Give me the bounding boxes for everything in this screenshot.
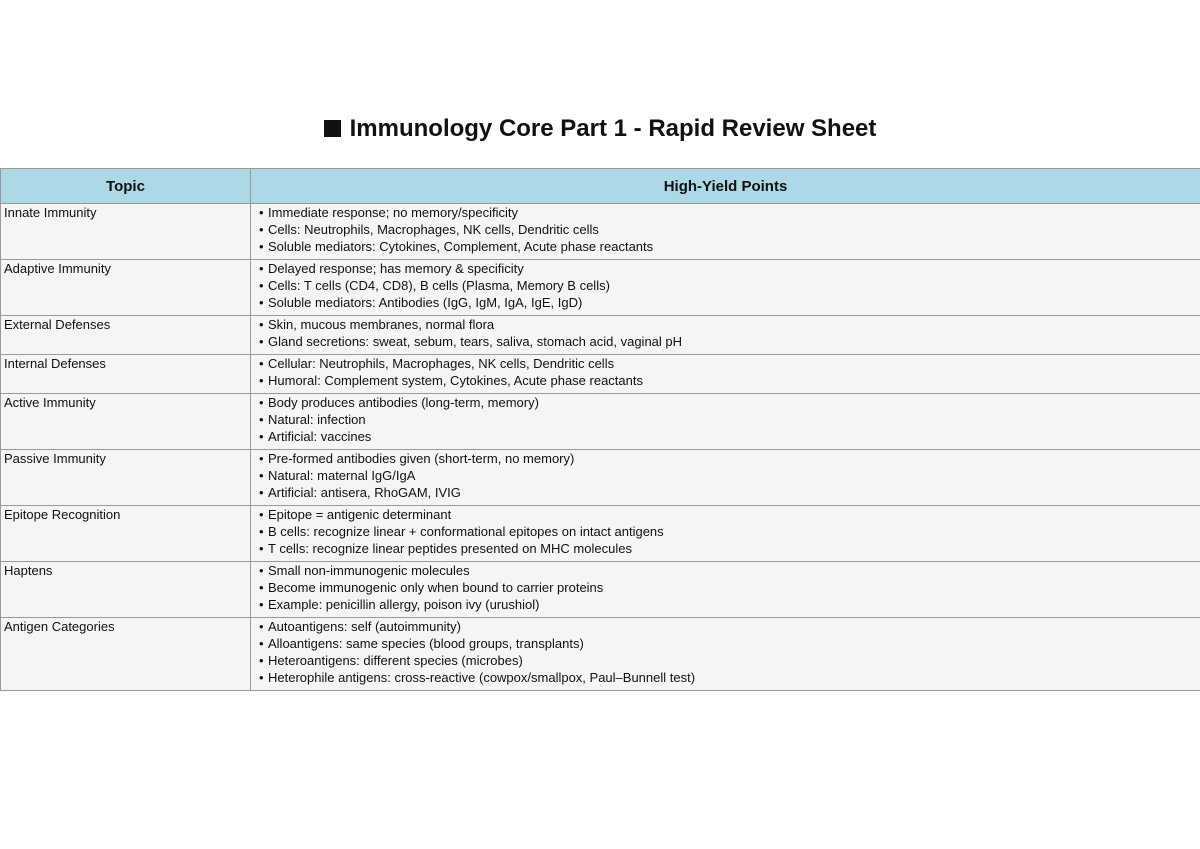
points-cell xyxy=(251,204,1200,260)
points-cell xyxy=(251,355,1200,394)
topic-cell: Innate Immunity xyxy=(1,204,251,260)
bullet-text: Small non-immunogenic molecules xyxy=(268,563,470,578)
bullet-point xyxy=(259,579,1196,596)
bullet-point xyxy=(259,562,1196,579)
bullet-text: Cells: Neutrophils, Macrophages, NK cells, Dendritic cells xyxy=(268,222,599,237)
bullet-text: Pre-formed antibodies given (short-term, no memory) xyxy=(268,451,575,466)
bullet-text: Heterophile antigens: cross-reactive (cowpox/smallpox, Paul–Bunnell test) xyxy=(268,670,696,685)
table-row xyxy=(1,506,1200,562)
bullet-text: Alloantigens: same species (blood groups, transplants) xyxy=(268,636,584,651)
table-row xyxy=(1,355,1200,394)
bullet-point xyxy=(259,669,1196,686)
table-row xyxy=(1,562,1200,618)
table-row xyxy=(1,394,1200,450)
header-topic: Topic xyxy=(1,169,251,204)
table-row xyxy=(1,618,1200,691)
points-cell xyxy=(251,316,1200,355)
review-table xyxy=(0,168,1200,691)
bullet-icon: • xyxy=(259,429,264,444)
bullet-point xyxy=(259,204,1196,221)
bullet-text: Artificial: antisera, RhoGAM, IVIG xyxy=(268,485,461,500)
topic-cell: Haptens xyxy=(1,562,251,618)
bullet-point xyxy=(259,394,1196,411)
bullet-icon: • xyxy=(259,619,264,634)
points-cell xyxy=(251,450,1200,506)
bullet-icon: • xyxy=(259,653,264,668)
bullet-point xyxy=(259,596,1196,613)
bullet-text: Natural: maternal IgG/IgA xyxy=(268,468,416,483)
topic-cell: Antigen Categories xyxy=(1,618,251,691)
bullet-text: Natural: infection xyxy=(268,412,366,427)
bullet-text: Soluble mediators: Antibodies (IgG, IgM, IgA, IgE, IgD) xyxy=(268,295,583,310)
bullet-point xyxy=(259,294,1196,311)
bullet-point xyxy=(259,316,1196,333)
bullet-icon: • xyxy=(259,451,264,466)
bullet-icon: • xyxy=(259,468,264,483)
bullet-point xyxy=(259,467,1196,484)
bullet-point xyxy=(259,484,1196,501)
table-row xyxy=(1,204,1200,260)
bullet-point xyxy=(259,277,1196,294)
bullet-icon: • xyxy=(259,507,264,522)
points-cell xyxy=(251,260,1200,316)
header-high-yield-points: High-Yield Points xyxy=(251,169,1200,204)
bullet-text: Epitope = antigenic determinant xyxy=(268,507,452,522)
table-row xyxy=(1,316,1200,355)
points-cell xyxy=(251,618,1200,691)
table-row xyxy=(1,450,1200,506)
topic-cell: Epitope Recognition xyxy=(1,506,251,562)
bullet-point xyxy=(259,333,1196,350)
table-body xyxy=(1,204,1200,691)
bullet-point xyxy=(259,450,1196,467)
bullet-point xyxy=(259,411,1196,428)
bullet-point xyxy=(259,506,1196,523)
page-title xyxy=(0,113,1200,145)
bullet-icon: • xyxy=(259,373,264,388)
topic-cell: Active Immunity xyxy=(1,394,251,450)
bullet-point xyxy=(259,635,1196,652)
bullet-icon: • xyxy=(259,356,264,371)
bullet-point xyxy=(259,428,1196,445)
bullet-text: Gland secretions: sweat, sebum, tears, saliva, stomach acid, vaginal pH xyxy=(268,334,683,349)
page-title-text: Immunology Core Part 1 - Rapid Review Sheet xyxy=(349,115,877,142)
bullet-icon: • xyxy=(259,485,264,500)
table-row xyxy=(1,260,1200,316)
bullet-text: Humoral: Complement system, Cytokines, Acute phase reactants xyxy=(268,373,643,388)
bullet-text: Cells: T cells (CD4, CD8), B cells (Plasma, Memory B cells) xyxy=(268,278,610,293)
bullet-point xyxy=(259,523,1196,540)
bullet-text: Artificial: vaccines xyxy=(268,429,372,444)
table-header-row xyxy=(1,169,1200,204)
bullet-point xyxy=(259,618,1196,635)
bullet-icon: • xyxy=(259,541,264,556)
points-cell xyxy=(251,562,1200,618)
topic-cell: Passive Immunity xyxy=(1,450,251,506)
bullet-icon: • xyxy=(259,261,264,276)
bullet-icon: • xyxy=(259,580,264,595)
bullet-text: T cells: recognize linear peptides presented on MHC molecules xyxy=(268,541,632,556)
bullet-icon: • xyxy=(259,412,264,427)
topic-cell: Adaptive Immunity xyxy=(1,260,251,316)
bullet-point xyxy=(259,238,1196,255)
bullet-text: Example: penicillin allergy, poison ivy (urushiol) xyxy=(268,597,540,612)
bullet-icon: • xyxy=(259,205,264,220)
points-cell xyxy=(251,506,1200,562)
bullet-text: B cells: recognize linear + conformational epitopes on intact antigens xyxy=(268,524,664,539)
bullet-icon: • xyxy=(259,563,264,578)
black-square-icon xyxy=(324,120,341,137)
bullet-point xyxy=(259,355,1196,372)
topic-cell: External Defenses xyxy=(1,316,251,355)
bullet-text: Immediate response; no memory/specificity xyxy=(268,205,518,220)
bullet-icon: • xyxy=(259,317,264,332)
bullet-text: Cellular: Neutrophils, Macrophages, NK cells, Dendritic cells xyxy=(268,356,615,371)
bullet-text: Autoantigens: self (autoimmunity) xyxy=(268,619,461,634)
bullet-icon: • xyxy=(259,636,264,651)
bullet-icon: • xyxy=(259,395,264,410)
bullet-icon: • xyxy=(259,597,264,612)
points-cell xyxy=(251,394,1200,450)
bullet-icon: • xyxy=(259,524,264,539)
bullet-text: Heteroantigens: different species (microbes) xyxy=(268,653,523,668)
bullet-point xyxy=(259,652,1196,669)
bullet-text: Delayed response; has memory & specificity xyxy=(268,261,524,276)
bullet-text: Skin, mucous membranes, normal flora xyxy=(268,317,495,332)
bullet-icon: • xyxy=(259,278,264,293)
bullet-icon: • xyxy=(259,295,264,310)
bullet-text: Body produces antibodies (long-term, memory) xyxy=(268,395,539,410)
bullet-icon: • xyxy=(259,239,264,254)
bullet-icon: • xyxy=(259,222,264,237)
bullet-point xyxy=(259,540,1196,557)
bullet-icon: • xyxy=(259,334,264,349)
topic-cell: Internal Defenses xyxy=(1,355,251,394)
bullet-point xyxy=(259,221,1196,238)
bullet-text: Become immunogenic only when bound to carrier proteins xyxy=(268,580,604,595)
bullet-point xyxy=(259,372,1196,389)
bullet-icon: • xyxy=(259,670,264,685)
bullet-point xyxy=(259,260,1196,277)
bullet-text: Soluble mediators: Cytokines, Complement, Acute phase reactants xyxy=(268,239,654,254)
